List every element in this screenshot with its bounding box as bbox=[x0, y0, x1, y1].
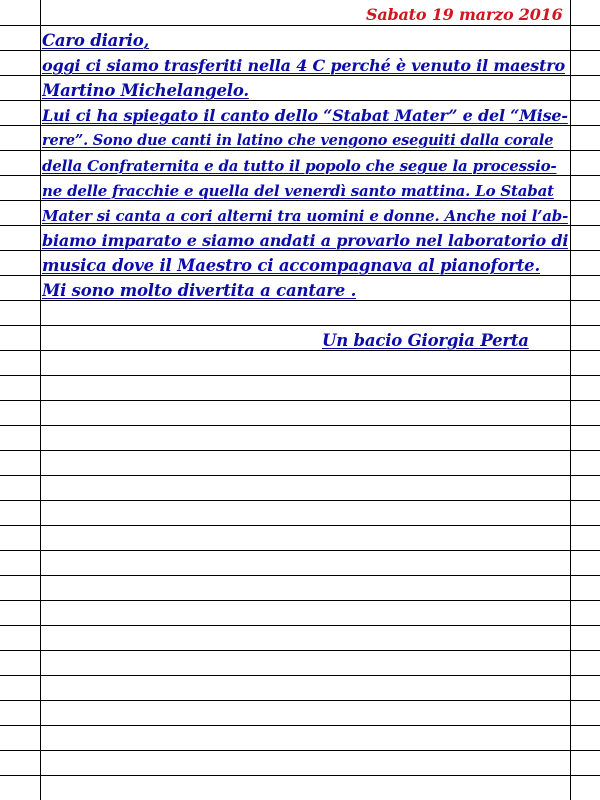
ruled-line bbox=[0, 625, 600, 626]
entry-date: Sabato 19 marzo 2016 bbox=[366, 5, 563, 24]
ruled-line bbox=[0, 650, 600, 651]
diary-line: ne delle fracchie e quella del venerdì santo mattina. Lo Stabat bbox=[42, 182, 554, 200]
diary-line: della Confraternita e da tutto il popolo che segue la processio- bbox=[42, 157, 557, 175]
diary-line: Mi sono molto divertita a cantare . bbox=[42, 281, 357, 300]
ruled-line bbox=[0, 375, 600, 376]
ruled-line bbox=[0, 325, 600, 326]
ruled-line bbox=[0, 450, 600, 451]
ruled-line bbox=[0, 750, 600, 751]
ruled-line bbox=[0, 675, 600, 676]
ruled-line bbox=[0, 600, 600, 601]
diary-line: Martino Michelangelo. bbox=[42, 81, 249, 100]
ruled-line bbox=[0, 400, 600, 401]
ruled-line bbox=[0, 525, 600, 526]
ruled-line bbox=[0, 775, 600, 776]
signature: Un bacio Giorgia Perta bbox=[322, 331, 529, 350]
diary-line: Lui ci ha spiegato il canto dello “Stabat Mater” e del “Mise- bbox=[42, 106, 568, 125]
diary-line: rere”. Sono due canti in latino che vengono eseguiti dalla corale bbox=[42, 132, 554, 149]
ruled-line bbox=[0, 475, 600, 476]
ruled-line bbox=[0, 550, 600, 551]
diary-line: musica dove il Maestro ci accompagnava al pianoforte. bbox=[42, 256, 540, 275]
ruled-line bbox=[0, 725, 600, 726]
ruled-line bbox=[0, 700, 600, 701]
diary-line: Mater si canta a cori alterni tra uomini e donne. Anche noi l’ab- bbox=[42, 207, 568, 225]
diary-line: oggi ci siamo trasferiti nella 4 C perché è venuto il maestro bbox=[42, 56, 565, 75]
ruled-line bbox=[0, 425, 600, 426]
diary-line: Caro diario, bbox=[42, 31, 150, 50]
diary-line: biamo imparato e siamo andati a provarlo nel laboratorio di bbox=[42, 231, 568, 250]
ruled-line bbox=[0, 575, 600, 576]
ruled-line bbox=[0, 500, 600, 501]
